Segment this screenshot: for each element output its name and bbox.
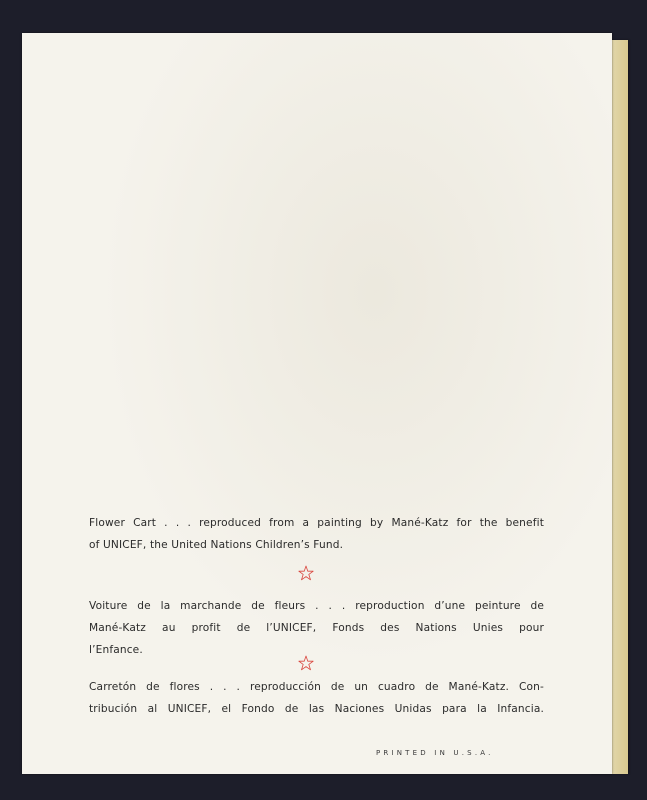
spanish-caption	[89, 676, 544, 720]
star-outline-icon	[298, 565, 314, 581]
star-outline-icon	[298, 655, 314, 671]
spanish-caption-line-1: Carretón de flores . . . reproducción de un cuadro de Mané-Katz. Con-	[89, 681, 544, 693]
greeting-card-back	[22, 33, 612, 774]
french-caption-line-1: Voiture de la marchande de fleurs . . . reproduction d’une peinture de	[89, 600, 544, 612]
french-caption	[89, 595, 544, 661]
english-caption	[89, 512, 544, 556]
french-caption-line-3: l’Enfance.	[89, 644, 143, 656]
english-caption-line-2: of UNICEF, the United Nations Children’s Fund.	[89, 539, 344, 551]
printed-in-usa-notice: PRINTED IN U.S.A.	[376, 749, 494, 757]
english-caption-line-1: Flower Cart . . . reproduced from a painting by Mané-Katz for the benefit	[89, 517, 544, 529]
french-caption-line-2: Mané-Katz au profit de l’UNICEF, Fonds des Nations Unies pour	[89, 622, 544, 634]
spanish-caption-line-2: tribución al UNICEF, el Fondo de las Naciones Unidas para la Infancia.	[89, 703, 544, 715]
